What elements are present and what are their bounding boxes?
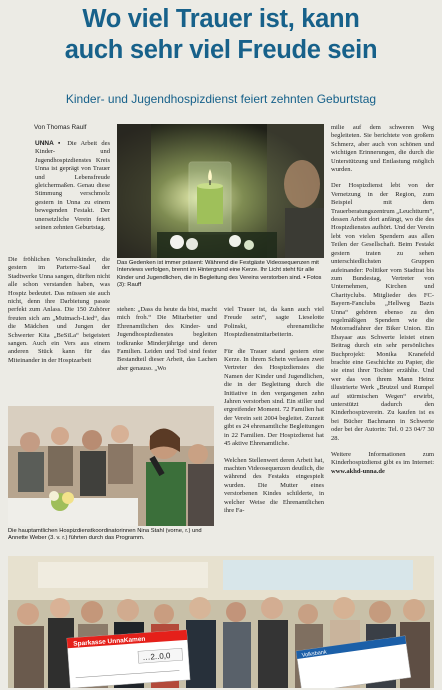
- col1-p1-text: ▪ Die Arbeit des Kinder- und Jugendhospizdienstes Kreis Unna ist geprägt von Trauer und Lebensfreude gleichermaßen. Genau diese Stimmung verschmolz gestern in Unna zu einem bewegenden Festakt. Der unersetzliche Verein feiert seinen zehnten Geburtstag.: [35, 140, 110, 232]
- cheque2-text: Volksbank: [301, 649, 328, 659]
- col4-paragraph-1: milie auf dem schweren Weg begleiteten. Sie berichtete von großem Schmerz, aber auch von schönen und wichtigen Erinnerungen, die durch die Unterstützung und Entlastung möglich wurden.: [331, 124, 434, 174]
- candle-photo: [117, 124, 324, 258]
- photo-credit: ▪ Fotos (3): Rauff: [117, 274, 322, 288]
- headline: [8, 4, 434, 66]
- col3-paragraph-3: Welchen Stellenwert deren Arbeit hat, machten Videosequenzen deutlich, die während des Festakts eingespielt wurden. Die Mutter eines verstorbenen Kindes schilderte, in welcher Weise die Ehrenamtlichen ihre Fa-: [224, 456, 324, 514]
- cheque-photo-graphic: [8, 556, 434, 688]
- byline: Von Thomas Raulf: [34, 124, 87, 131]
- column-1-continued: [8, 256, 110, 373]
- cheque-amount-text: …2..0,0: [142, 651, 171, 662]
- col4-p3-text: Weitere Informationen zum Kinderhospizdienst gibt es im Internet:: [331, 451, 434, 467]
- headline-line-1: Wo viel Trauer ist, kann: [82, 5, 360, 33]
- dateline: UNNA: [35, 140, 54, 147]
- col2-paragraph: stehen: „Dass du heute da bist, macht mich froh.“ Die Mitarbeiter und Ehrenamtlichen des Kinder- und Jugendhospizdienstes begleiten todkranke Minderjährige und deren Familien. Leiden und Tod sind fester Bestandteil dieser Arbeit, das Lachen aber genauso. „Wo: [117, 306, 217, 372]
- headline-line-2: auch sehr viel Freude sein: [64, 36, 378, 64]
- candle-photo-graphic: [117, 124, 324, 258]
- column-1: [35, 140, 110, 240]
- website-link[interactable]: www.akhd-unna.de: [331, 467, 385, 475]
- sparkasse-cheque: [67, 630, 190, 688]
- cheque-brand-text: Sparkasse UnnaKamen: [73, 635, 146, 648]
- column-4: [331, 124, 434, 484]
- coordinators-photo-caption: Die hauptamtlichen Hospizdienstkoordinatorinnen Nina Stahl (vorne, r.) und Annette Weber (3. v. r.) führten durch das Programm.: [8, 528, 202, 542]
- col1-paragraph-1: [35, 140, 110, 232]
- col1-paragraph-2: Die fröhlichen Vorschulkinder, die gestern im Parterre-Saal der Stadtwerke Unna sangen, dürften nicht alle schon verstanden haben, was Hospiz bedeutet. Das müssen sie auch nicht, denn ihre Darbietung passte perfekt zum Anlass. Die 150 Zuhörer freuten sich am „Mutmach-Lied“, das die Mädchen und Jungen der Schwerter Kita „BeSiLa“ beigeistert sangen. Auch ein Vers aus einem anderen Stück kann für das Miteinander in der Hospizarbeit: [8, 256, 110, 364]
- candle-caption-text: Das Gedenken ist immer präsent: Während die Festgäste Videosequenzen mit Interviews verfolgen, brennt im Hintergrund eine Kerze. Ihr Licht steht für alle Kinder und Jugendlichen, die in Begleitung des Vereins verstorben sind.: [117, 260, 319, 281]
- cheque-photo: [8, 556, 434, 688]
- col4-paragraph-2: Der Hospizdienst lebt von der Vernetzung in der Region, zum Beispiel mit dem Trauerberatungszentrum „Leuchtturm“, dessen Arbeit dort anfängt, wo die des Hospizdienstes aufhört. Und der Verein lebt von vielen Spendern aus allen Teilen der Gesellschaft. Beim Festakt gestern traten zu sehen unterschiedlichsten Gruppen aufeinander: Politiker vom Stadtrat bis zum Bundestag, Vertreter von Unternehmen, Kirchen und Charityclubs. Mitglieder des FC-Bayern-Fanclubs „Hellweg Bazis Unna“ gehören ebenso zu den regelmäßigen Spendern wie die Motorradfahrer der Biker Union. Ein Ebayaar aus Schwerte leistet einen Beitrag durch ein sehr persönliches Buchprojekt: Monika Kranefeld brachte eine Geschichte zu Papier, die sie einst ihrer Tochter erzählte. Und wer das von ihrem Mann Heinz illustrierte Werk „Brutzel und Rumpel auf stürmischen Wegen“ erwirbt, unterstützt dadurch den Kinderhospizverein. Zu kaufen ist es bei Bücher Bachmann in Schwerte oder bei der Autorin: Tel. 0 23 04/7 30 28.: [331, 182, 435, 442]
- subheadline: Kinder- und Jugendhospizdienst feiert zehnten Geburtstag: [65, 92, 377, 106]
- column-3: [224, 306, 324, 523]
- coordinators-photo: [8, 406, 214, 526]
- candle-photo-caption: [117, 260, 324, 289]
- coordinators-photo-graphic: [8, 406, 214, 526]
- column-2: [117, 306, 217, 381]
- col4-paragraph-3: [331, 451, 434, 476]
- col3-paragraph-1: viel Trauer ist, da kann auch viel Freude sein“, sagte Lieselotte Polinski, ehrenamtliche Hospizdienstmitarbeiterin.: [224, 306, 324, 339]
- col3-paragraph-2: Für die Trauer stand gestern eine Kerze. In ihrem Schein verlasen zwei Vertreter des Hospizdienstes die Namen der Kinder und Jugendlichen, die in der Begleitung durch die Initiative in den vergangenen zehn Jahren verstorben sind. Ein stiller und ergreifender Moment. 72 Familien hat der Verein seit 2004 begleitet. Zurzeit gibt es 24 ehrenamtliche Begleitungen in 22 Familien. Der Hospizdienst hat 45 aktive Ehrenamtliche.: [224, 347, 324, 448]
